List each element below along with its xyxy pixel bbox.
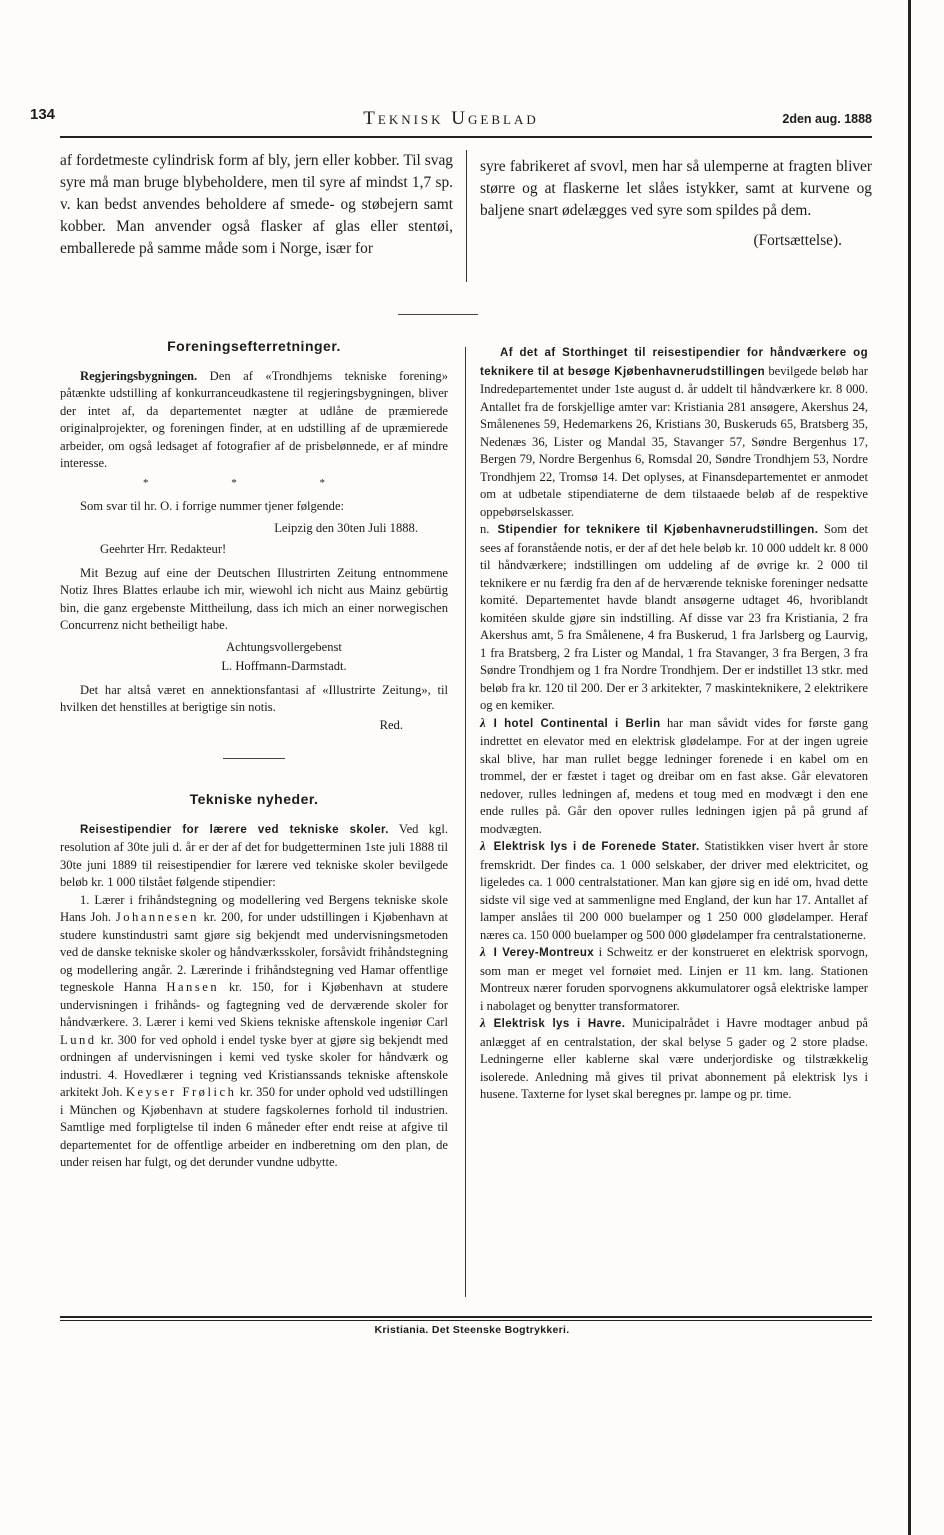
person-name: Johannesen: [115, 910, 199, 924]
item-marker: λ: [480, 715, 486, 730]
person-name: Keyser Frølich: [125, 1085, 237, 1099]
page-number: 134: [30, 106, 56, 123]
item-text: Statistikken viser hvert år store fremskridt. Der findes ca. 1 000 selskaber, der driver med elektricitet, og ligeledes ca. 1 000 centralstationer. Man kan gjøre sig en idé om, hvad dette sidste vil sige ved at sammenligne med England, der kun har 17. Antallet af lamper anslåes til 200 000 buelamper og 1 250 000 glødelamper. Heraf næres ca. 150 000 buelamper og 500 000 glødelamper fra centralstationerne.: [480, 839, 868, 942]
section-heading: Tekniske nyheder.: [189, 791, 319, 807]
item-text: bevilgede beløb har Indredepartementet under 1ste august d. år uddelt til håndværkere kr. 8 000. Antallet fra de forskjellige amter var: Kristiania 281 ansøgere, Akershus 24, Smålenenes 59, Hedemarkens 26, Kristians 30, Buskeruds 65, Bratsberg 35, Nedenæs 36, Lister og Mandal 35, Stavanger 57, Søndre Bergenhus 17, Bergen 79, Nordre Bergenhus 6, Romsdal 20, Søndre Trondhjem 53, Nordre Trondhjem 22, Tromsø 14. Det oplyses, at Finansdepartementet er anmodet om at udbetale stipendiaterne de dem tilstaaede beløb af de respektive oppebørselskasser.: [480, 363, 868, 519]
letter-signature: L. Hoffmann-Darmstadt.: [221, 659, 347, 673]
news-item: [480, 1015, 868, 1104]
item-marker: λ: [480, 839, 486, 853]
column-divider: [465, 347, 466, 1297]
continued-article-left: [60, 150, 453, 260]
item-title: I hotel Continental i Berlin: [493, 717, 661, 730]
section-separator: [223, 758, 285, 759]
article-text: af fordetmeste cylindrisk form af bly, jern eller kobber. Til svag syre må man bruge blybeholdere, men til syre af mindst 1,7 sp. v. kan bedst anvendes beholdere af smede- og støbejern samt kobber. Man anvender også flasker af glas eller stentøi, emballerede på samme måde som i Norge, især for: [60, 152, 453, 257]
item-text: i Schweitz er der konstrueret en elektrisk sporvogn, som man er meget vel fornøiet med. Linjen er 11 km. lang. Stationen Montreux nærer foruden sporvognens akkumulatorer også elektriske lamper i nabolaget og benytter transformatorer.: [480, 945, 868, 1013]
letter-closing: Achtungsvollergebenst: [226, 639, 342, 654]
news-item: [60, 821, 448, 892]
item-title: Elektrisk lys i de Forenede Stater.: [493, 841, 700, 853]
article-text: syre fabrikeret af svovl, men har så ulemperne at fragten bliver større og at flaskerne let slåes istykker, samt at kurvene og baljene snart ødelægges ved syre som spildes på dem.: [480, 158, 872, 219]
editor-comment: Det har altså været en annektionsfantasi af «Illustrirte Zeitung», til hvilken det henstilles at berigtige sin notis.: [60, 682, 448, 714]
text-run: 1. Lærer i frihåndstegning og modellering ved Bergens tekniske skole Hans Joh.: [60, 892, 448, 924]
footer-rule: [60, 1316, 872, 1318]
news-item: [60, 368, 448, 473]
text-run: kr. 350 for under ophold ved udstillingen i München og Kjøbenhavn at studere fagskolernes forhold til industrien. Samtlige med forpligtelse til inden 6 måneder efter endt reise at afgive til departementet for de offentlige arbeider en indberetning om den plan, de under reisen har fulgt, og det derunder vundne udbytte.: [60, 1085, 449, 1169]
text-run: kr. 300 for ved ophold i endel tyske byer at gjøre sig bekjendt med ordningen af undervisningen i kemi ved tyske skoler for håndværk og industri. 4. Hovedlærer i tegning ved Kristianssands tekniske aftenskole arkitekt Joh.: [60, 1032, 448, 1099]
item-title: I Verey-Montreux: [493, 947, 595, 959]
section-heading: Foreningsefterretninger.: [167, 338, 341, 354]
printer-imprint: Kristiania. Det Steenske Bogtrykkeri.: [374, 1324, 570, 1336]
news-item: [480, 344, 868, 521]
item-marker: n.: [480, 522, 490, 536]
news-item: [480, 838, 868, 944]
journal-title: Teknisk Ugeblad: [363, 108, 539, 129]
page-header: [30, 100, 872, 130]
letter-body: Mit Bezug auf eine der Deutschen Illustrirten Zeitung entnommene Notiz Ihres Blattes erlaube ich mir, wiewohl ich nicht aus Mainz gebürtig bin, die ganz ergebenste Mittheilung, dass ich mich an einer norwegischen Concurrenz nicht betheiligt habe.: [60, 565, 448, 632]
person-name: Lund: [60, 1032, 97, 1047]
news-item: [480, 715, 868, 839]
text-run: kr. 200, for under udstillingen i Kjøbenhavn at studere kunstindustri samt gjøre sig bekjendt med undervisningsmetoden ved de danske tekniske skoler og håndværksskoler, forsåvidt frihåndstegning og modellering angår. 2. Lærerinde i frihåndstegning ved Hamar offentlige tegneskole Hanna: [60, 910, 448, 994]
column-divider: [466, 150, 467, 282]
stars-separator: * * *: [143, 476, 365, 489]
page-edge-border: [908, 0, 911, 1535]
issue-date: 2den aug. 1888: [782, 112, 872, 126]
news-item: [480, 944, 868, 1015]
continued-note: (Fortsættelse).: [753, 232, 842, 249]
editor-sign: Red.: [379, 717, 403, 732]
header-rule: [60, 136, 872, 138]
item-text: Ved kgl. resolution af 30te juli d. år er der af det for budgetterminen 1ste juli 1888 til 30te juni 1889 til reisestipendier for lærere ved tekniske skoler bevilgede beløb kr. 1 000 tilstået følgende stipendier:: [60, 821, 448, 889]
news-item: [480, 521, 868, 715]
item-text: Municipalrådet i Havre modtager anbud på anlægget af en centralstation, der skal belyse 5 gader og 2 store pladse. Ledningerne eller kablerne skal være underjordiske og tilstrækkelig isolerede. Anledning må gives til privat abonnement på elektrisk lys i husene. Taxterne for lyset skal beregnes pr. lampe og pr. time.: [480, 1016, 869, 1101]
text-run: kr. 150, for i Kjøbenhavn at studere undervisningen i frihånds- og fagtegning ved de derværende skoler for håndværkere. 3. Lærer i kemi ved Skiens tekniske aftenskole ingeniør Carl: [60, 980, 448, 1029]
item-title: Af det af Storthinget til reisestipendier for håndværkere og teknikere til at besøge Kjøbenhavnerudstillingen: [480, 347, 868, 378]
stipend-list: [60, 892, 448, 1172]
right-column: [480, 344, 868, 1104]
reply-intro: Som svar til hr. O. i forrige nummer tjener følgende:: [80, 499, 345, 513]
item-marker: λ: [480, 945, 486, 959]
footer-rule: [60, 1320, 872, 1321]
left-column: [60, 338, 448, 1172]
letter-salutation: Geehrter Hrr. Redakteur!: [100, 542, 227, 556]
item-title: Stipendier for teknikere til Kjøbenhavnerudstillingen.: [497, 524, 819, 536]
item-marker: λ: [480, 1016, 486, 1030]
item-title: Elektrisk lys i Havre.: [493, 1018, 626, 1030]
item-text: har man såvidt vides for første gang indrettet en elevator med en elektrisk glødelampe. For at der ingen ugreie skal blive, har man rullet begge ledninger forenede i en kabel om en trommel, der er fæstet i taget og dreibar om en fast akse. Går elevatoren nedover, rulles ledningen af, medens et toug med en modvægt i den ene ende rulles på. Går den opover rulles ledningen igjen på på grund af modvægten.: [480, 715, 868, 836]
continued-article-right: [480, 156, 872, 252]
item-title: Regjeringsbygningen.: [80, 368, 198, 383]
section-separator: [398, 314, 478, 315]
letter-place-date: Leipzig den 30ten Juli 1888.: [274, 520, 418, 535]
item-title: Reisestipendier for lærere ved tekniske skoler.: [80, 823, 389, 836]
item-text: Den af «Trondhjems tekniske forening» påtænkte udstilling af konkurranceudkastene til regjeringsbygningen, bliver der intet af, da departementet nægter at udlåne de præmierede originalprojekter, og foreningen finder, at en udstilling af de upræmierede arbeider, om også ledsaget af fotografier af de prisbelønnede, er af mindre interesse.: [60, 368, 448, 470]
person-name: Hansen: [166, 980, 220, 994]
item-text: Som det sees af foranstående notis, er der af det hele beløb kr. 10 000 uddelt kr. 8 000 til håndværkere; indstillingen om uddeling af de øvrige kr. 2 000 til teknikere er nu færdig fra den af de herværende tekniske foreninger nedsatte komité. Departementet havde blandt ansøgerne udtaget 46, hvoriblandt komitéen skulde gjøre sin indstilling. Af disse var 23 fra Kristiania, 2 fra Akershus amt, 5 fra Smålenene, 4 fra Buskerud, 1 fra Jarlsberg og Laurvig, 1 fra Bratsberg, 2 fra Lister og Mandal, 1 fra Stavanger, 3 fra Bergen, 3 fra Søndre Trondhjem og 1 fra Nordre Trondhjem. Der er indstillet 13 stkr. med beløb fra kr. 120 til 200. Der er 3 arkitekter, 7 maskinteknikere, 2 elektrikere og en kemiker.: [480, 522, 868, 712]
